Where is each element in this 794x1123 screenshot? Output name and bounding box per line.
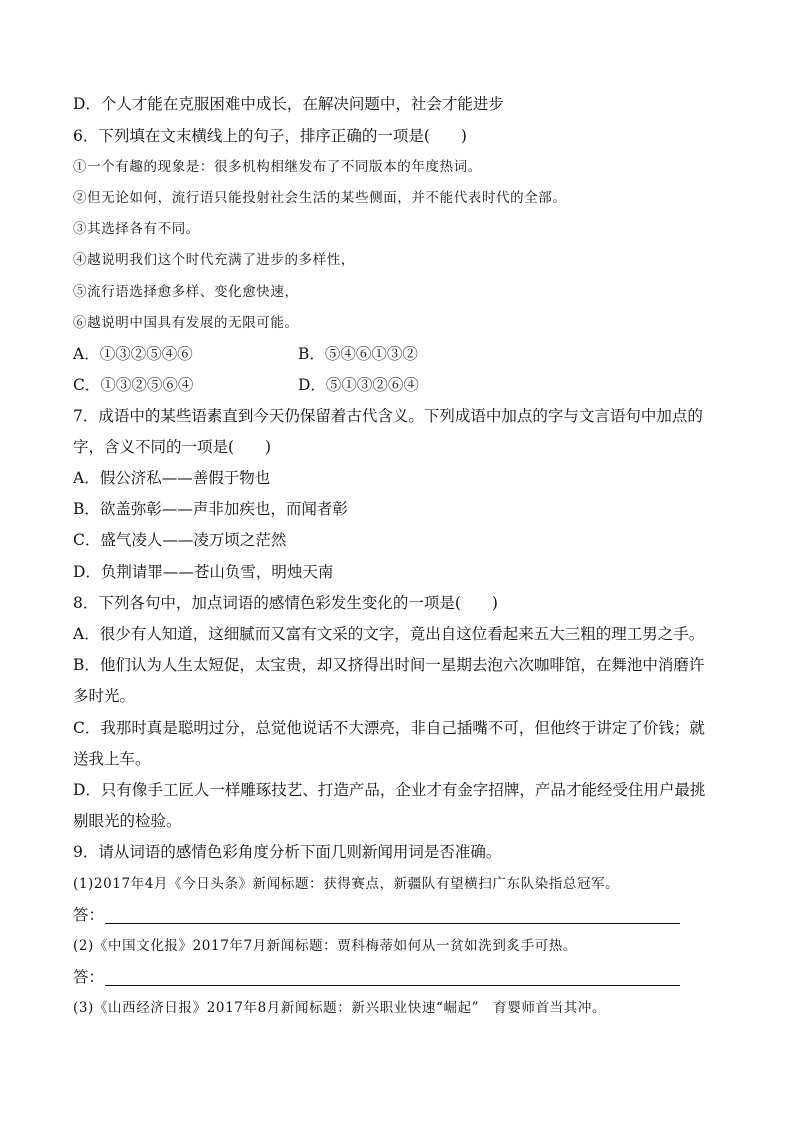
q6-option-d: D．⑤①③②⑥④ bbox=[298, 376, 419, 394]
q8-option-c: C．我那时真是聪明过分，总觉他说话不大漂亮，非自己插嘴不可，但他终于讲定了价钱；就 bbox=[73, 719, 705, 737]
q6-option-c: C．①③②⑤⑥④ bbox=[73, 376, 194, 394]
sentence-5: ⑤流行语选择愈多样、变化愈快速， bbox=[73, 284, 299, 300]
answer-label: 答： bbox=[73, 906, 105, 924]
sentence-4: ④越说明我们这个时代充满了进步的多样性， bbox=[73, 252, 355, 268]
q8-option-d-cont: 剔眼光的检验。 bbox=[73, 812, 182, 830]
q8-option-b-cont: 多时光。 bbox=[73, 687, 136, 705]
q8-option-a: A．很少有人知道，这细腻而又富有文采的文字，竟出自这位看起来五大三粗的理工男之手。 bbox=[73, 625, 705, 643]
q8-option-b: B．他们认为人生太短促，太宝贵，却又挤得出时间一星期去泡六次咖啡馆，在舞池中消磨许 bbox=[73, 656, 705, 674]
sentence-6: ⑥越说明中国具有发展的无限可能。 bbox=[73, 315, 299, 331]
answer-blank-line[interactable] bbox=[105, 923, 680, 924]
question-6-stem: 6．下列填在文末横线上的句子，排序正确的一项是( ) bbox=[73, 127, 467, 145]
question-7-stem: 7．成语中的某些语素直到今天仍保留着古代含义。下列成语中加点的字与文言语句中加点的 bbox=[73, 407, 703, 425]
q9-item-3: (3)《山西经济日报》2017年8月新闻标题：新兴职业快速“崛起” 育婴师首当其冲。 bbox=[73, 1000, 607, 1016]
question-9-stem: 9．请从词语的感情色彩角度分析下面几则新闻用词是否准确。 bbox=[73, 843, 502, 861]
sentence-1: ①一个有趣的现象是：很多机构相继发布了不同版本的年度热词。 bbox=[73, 159, 482, 175]
q9-answer-1[interactable] bbox=[73, 905, 713, 925]
q9-item-2: (2)《中国文化报》2017年7月新闻标题：贾科梅蒂如何从一贫如洗到炙手可热。 bbox=[73, 938, 577, 954]
answer-label: 答： bbox=[73, 968, 105, 986]
q7-option-d: D．负荆请罪——苍山负雪，明烛天南 bbox=[73, 563, 334, 581]
q6-options-row-1 bbox=[73, 344, 193, 364]
sentence-2: ②但无论如何，流行语只能投射社会生活的某些侧面，并不能代表时代的全部。 bbox=[73, 190, 567, 206]
q8-option-c-cont: 送我上车。 bbox=[73, 750, 151, 768]
answer-blank-line[interactable] bbox=[105, 985, 680, 986]
sentence-3: ③其选择各有不同。 bbox=[73, 221, 200, 237]
q7-option-c: C．盛气凌人——凌万顷之茫然 bbox=[73, 531, 287, 549]
q6-option-b: B．⑤④⑥①③② bbox=[298, 345, 418, 363]
question-8-stem: 8．下列各句中，加点词语的感情色彩发生变化的一项是( ) bbox=[73, 594, 498, 612]
q7-option-b: B．欲盖弥彰——声非加疾也，而闻者彰 bbox=[73, 500, 348, 518]
option-d-q5: D．个人才能在克服困难中成长，在解决问题中，社会才能进步 bbox=[73, 95, 504, 113]
q8-option-d: D．只有像手工匠人一样雕琢技艺、打造产品，企业才有金字招牌，产品才能经受住用户最挑 bbox=[73, 781, 706, 799]
q7-option-a: A．假公济私——善假于物也 bbox=[73, 469, 271, 487]
q9-answer-2[interactable] bbox=[73, 967, 713, 987]
q9-item-1: (1)2017年4月《今日头条》新闻标题：获得赛点，新疆队有望横扫广东队染指总冠军。 bbox=[73, 876, 620, 892]
q6-option-a: A．①③②⑤④⑥ bbox=[73, 345, 193, 363]
question-7-stem-cont: 字，含义不同的一项是( ) bbox=[73, 438, 272, 456]
